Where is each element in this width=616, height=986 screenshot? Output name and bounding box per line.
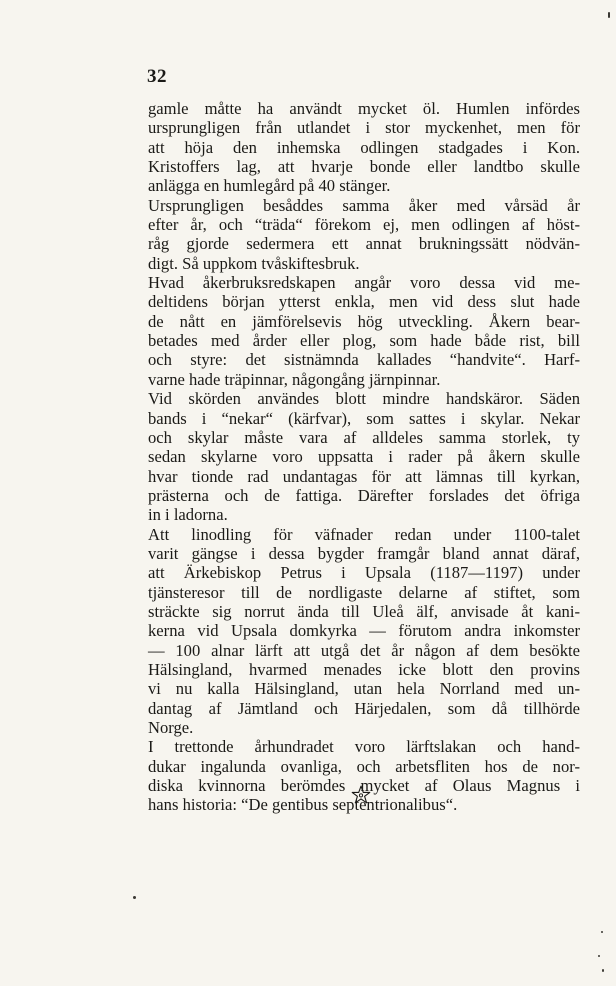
text-line: in i ladorna. bbox=[148, 505, 228, 525]
text-line: ursprungligen från utlandet i stor myckenhet, men för bbox=[148, 118, 580, 138]
text-line: Hvad åkerbruksredskapen angår voro dessa vid me- bbox=[148, 273, 580, 293]
text-line: dukar ingalunda ovanliga, och arbetsfliten hos de nor- bbox=[148, 756, 580, 776]
text-line: betades med årder eller plog, som hade både rist, bill bbox=[148, 331, 580, 351]
text-line: anlägga en humlegård på 40 stänger. bbox=[148, 176, 391, 196]
text-line: varit gängse i dessa bygder framgår bland annat däraf, bbox=[148, 543, 580, 563]
star-ornament-icon bbox=[351, 785, 371, 805]
paper-speck bbox=[601, 931, 603, 933]
text-line: hvar tionde rad undantagas för att lämnas till kyrkan, bbox=[148, 466, 580, 486]
text-line: diska kvinnorna berömdes mycket af Olaus Magnus i bbox=[148, 776, 580, 796]
text-line: I trettonde århundradet voro lärftslakan och hand- bbox=[148, 737, 580, 757]
text-line: kerna vid Upsala domkyrka — förutom andra inkomster bbox=[148, 621, 580, 641]
page-number: 32 bbox=[147, 66, 167, 87]
text-line: hans historia: “De gentibus septentrionalibus“. bbox=[148, 795, 458, 815]
text-line: och skylar måste vara af alldeles samma storlek, ty bbox=[148, 427, 580, 447]
paper-speck bbox=[608, 12, 610, 18]
text-line: Vid skörden användes blott mindre handskäror. Säden bbox=[148, 389, 580, 409]
text-line: att höja den inhemska odlingen stadgades i Kon. bbox=[148, 137, 580, 157]
text-line: de nått en jämförelsevis hög utveckling. Åkern bear- bbox=[148, 311, 580, 331]
paper-speck bbox=[598, 955, 600, 957]
text-line: råg gjorde sedermera ett annat brukningssätt nödvän- bbox=[148, 234, 580, 254]
text-line: Norge. bbox=[148, 718, 194, 737]
text-line: att Ärkebiskop Petrus i Upsala (1187—1197) under bbox=[148, 563, 580, 583]
text-line: dantag af Jämtland och Härjedalen, som då tillhörde bbox=[148, 698, 580, 718]
text-line: sedan skylarne voro uppsatta i rader på åkern skulle bbox=[148, 447, 580, 467]
text-line: Hälsingland, hvarmed menades icke blott den provins bbox=[148, 659, 580, 679]
text-line: digt. Så uppkom tvåskiftesbruk. bbox=[148, 253, 360, 273]
body-text bbox=[148, 99, 580, 815]
text-line: vi nu kalla Hälsingland, utan hela Norrland med un- bbox=[148, 679, 580, 699]
text-line: prästerna och de fattiga. Därefter forslades det öfriga bbox=[148, 485, 580, 505]
text-line: sträckte sig norrut ända till Uleå älf, anvisade åt kani- bbox=[148, 601, 580, 621]
text-line: Ursprungligen besåddes samma åker med vårsäd år bbox=[148, 195, 580, 215]
text-line: Kristoffers lag, att hvarje bonde eller landtbo skulle bbox=[148, 157, 580, 177]
text-line: bands i “nekar“ (kärfvar), som sattes i skylar. Nekar bbox=[148, 408, 580, 428]
text-line: och styre: det sistnämnda kallades “handvite“. Harf- bbox=[148, 350, 580, 370]
paper-speck bbox=[133, 896, 136, 899]
text-line: tjänsteresor till de nordligaste delarne af stiftet, som bbox=[148, 582, 580, 602]
text-line: efter år, och “träda“ förekom ej, men odlingen af höst- bbox=[148, 215, 580, 235]
text-line: gamle måtte ha användt mycket öl. Humlen infördes bbox=[148, 99, 580, 118]
text-line: deltidens början ytterst enkla, men vid dess slut hade bbox=[148, 292, 580, 312]
text-line: — 100 alnar lärft att utgå det år någon af dem besökte bbox=[148, 640, 580, 660]
paper-speck bbox=[602, 969, 604, 972]
text-line: Att linodling för väfnader redan under 1100-talet bbox=[148, 524, 580, 544]
text-line: varne hade träpinnar, någongång järnpinnar. bbox=[148, 369, 441, 389]
